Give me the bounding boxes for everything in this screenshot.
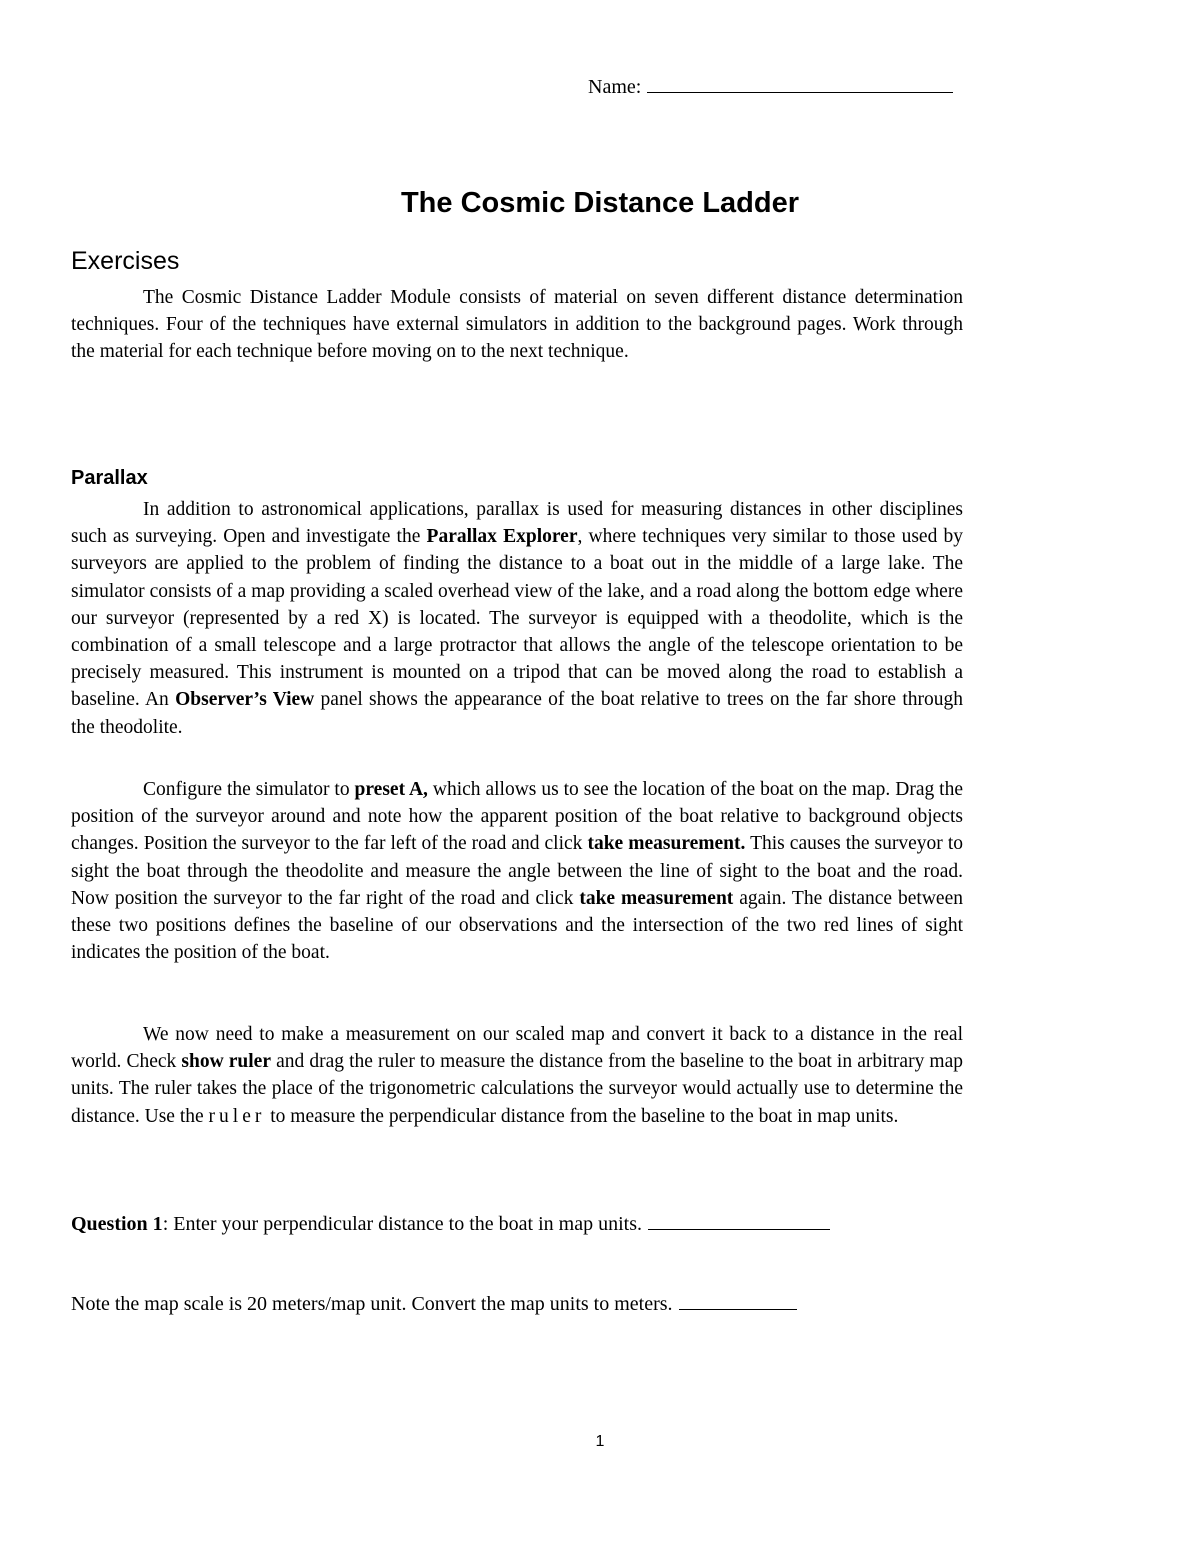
exercises-intro-paragraph: The Cosmic Distance Ladder Module consists of material on seven different distance determination techniques. Four of the techniques have external simulators in addition to the background pages. Work through the material for each technique before moving on to the next technique. [71, 287, 963, 363]
text-run: and drag the ruler to measure the distance from the baseline to the boat in arbitrary map units. The ruler takes the place of the trigonometric calculations the surveyor would actually use to determine the distance. Use the [71, 1051, 963, 1127]
text-run: to measure the perpendicular distance from the baseline to the boat in map units. [265, 1105, 899, 1127]
text-run: panel shows the appearance of the boat relative to trees on the far shore through the theodolite. [71, 689, 963, 738]
text-run: In addition to astronomical applications, parallax is used for measuring distances in other disciplines such as surveying. Open and investigate the [71, 499, 963, 548]
ruler-term: ruler [208, 1105, 266, 1127]
map-scale-note [71, 1291, 797, 1316]
map-scale-note-text: Note the map scale is 20 meters/map unit. Convert the map units to meters. [71, 1293, 673, 1315]
meters-answer-blank[interactable] [679, 1291, 797, 1310]
text-run: which allows us to see the location of the boat on the map. Drag the position of the surveyor around and note how the apparent position of the boat relative to background objects changes. Position the surveyor to the far left of the road and click [71, 779, 964, 855]
name-label: Name: [588, 76, 642, 98]
parallax-paragraph-1 [71, 496, 963, 741]
text-run: This causes the surveyor to sight the boat through the theodolite and measure the angle between the line of sight to the boat and the road. Now position the surveyor to the far right of the road and click [71, 833, 963, 909]
parallax-heading: Parallax [71, 467, 148, 489]
observers-view-term: Observer’s View [175, 689, 315, 711]
page-number: 1 [595, 1433, 605, 1450]
text-run: , where techniques very similar to those used by surveyors are applied to the problem of finding the distance to a boat out in the middle of a large lake. The simulator consists of a map providing a scaled overhead view of the lake, and a road along the bottom edge where our surveyor (represented by a red X) is located. The surveyor is equipped with a theodolite, which is the combination of a small telescope and a large protractor that allows the angle of the telescope orientation to be precisely measured. This instrument is mounted on a tripod that can be moved along the road to establish a baseline. An [71, 526, 963, 711]
preset-a-term: preset A, [354, 779, 428, 800]
question-1 [71, 1211, 830, 1236]
text-run: Configure the simulator to [143, 779, 355, 800]
text-run: again. The distance between these two positions defines the baseline of our observations and the intersection of the two red lines of sight indicates the position of the boat. [71, 887, 963, 964]
text-run: We now need to make a measurement on our scaled map and convert it back to a distance in the real world. Check [71, 1024, 963, 1073]
show-ruler-term: show ruler [181, 1051, 271, 1073]
exercises-heading: Exercises [71, 247, 180, 275]
take-measurement-term: take measurement [579, 887, 734, 909]
name-blank-line[interactable] [647, 74, 953, 93]
question-1-label: Question 1 [71, 1213, 163, 1235]
take-measurement-term: take measurement. [587, 833, 746, 855]
parallax-explorer-term: Parallax Explorer [426, 526, 578, 548]
parallax-paragraph-3 [71, 1021, 963, 1130]
question-1-text: : Enter your perpendicular distance to the boat in map units. [162, 1213, 642, 1235]
page-title: The Cosmic Distance Ladder [400, 187, 800, 219]
name-field [588, 74, 953, 99]
question-1-answer-blank[interactable] [648, 1211, 830, 1230]
parallax-paragraph-2 [71, 776, 963, 966]
